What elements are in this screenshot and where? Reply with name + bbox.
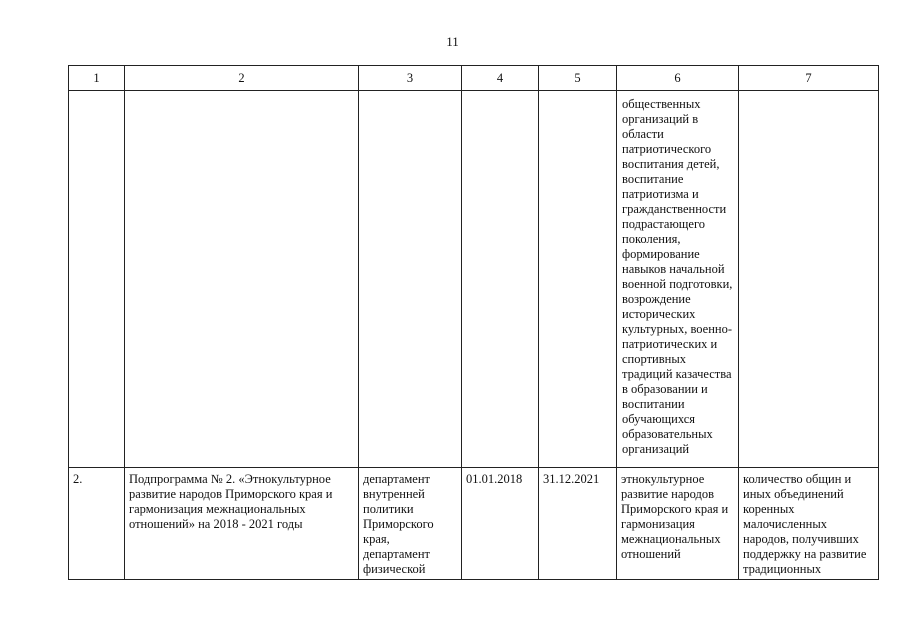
cell-result: этнокультурное развитие народов Приморского края и гармонизация межнациональных отношений [617, 468, 739, 580]
table-row [69, 91, 879, 468]
cell-end-date [539, 91, 617, 468]
cell-end-date: 31.12.2021 [539, 468, 617, 580]
cell-name: Подпрограмма № 2. «Этнокультурное развитие народов Приморского края и гармонизация межнациональных отношений» на 2018 - 2021 годы [125, 468, 359, 580]
column-header-2: 2 [125, 66, 359, 91]
column-header-5: 5 [539, 66, 617, 91]
cell-executor [359, 91, 462, 468]
cell-start-date: 01.01.2018 [462, 468, 539, 580]
column-header-1: 1 [69, 66, 125, 91]
column-header-3: 3 [359, 66, 462, 91]
program-table [68, 65, 879, 580]
cell-num [69, 91, 125, 468]
column-header-6: 6 [617, 66, 739, 91]
header-row [69, 66, 879, 91]
page-number: 11 [446, 34, 459, 49]
cell-indicator [739, 91, 879, 468]
cell-result: общественных организаций в области патриотического воспитания детей, воспитание патриотизма и гражданственности подрастающего поколения, формирование навыков начальной военной подготовки, возрождение исторических культурных, военно-патриотических и спортивных традиций казачества в образовании и воспитании обучающихся образовательных организаций [617, 91, 739, 468]
cell-name [125, 91, 359, 468]
cell-start-date [462, 91, 539, 468]
cell-num: 2. [69, 468, 125, 580]
cell-indicator: количество общин и иных объединений коренных малочисленных народов, получивших поддержку на развитие традиционных [739, 468, 879, 580]
column-header-7: 7 [739, 66, 879, 91]
table-row [69, 468, 879, 580]
column-header-4: 4 [462, 66, 539, 91]
cell-executor: департамент внутренней политики Приморского края, департамент физической [359, 468, 462, 580]
